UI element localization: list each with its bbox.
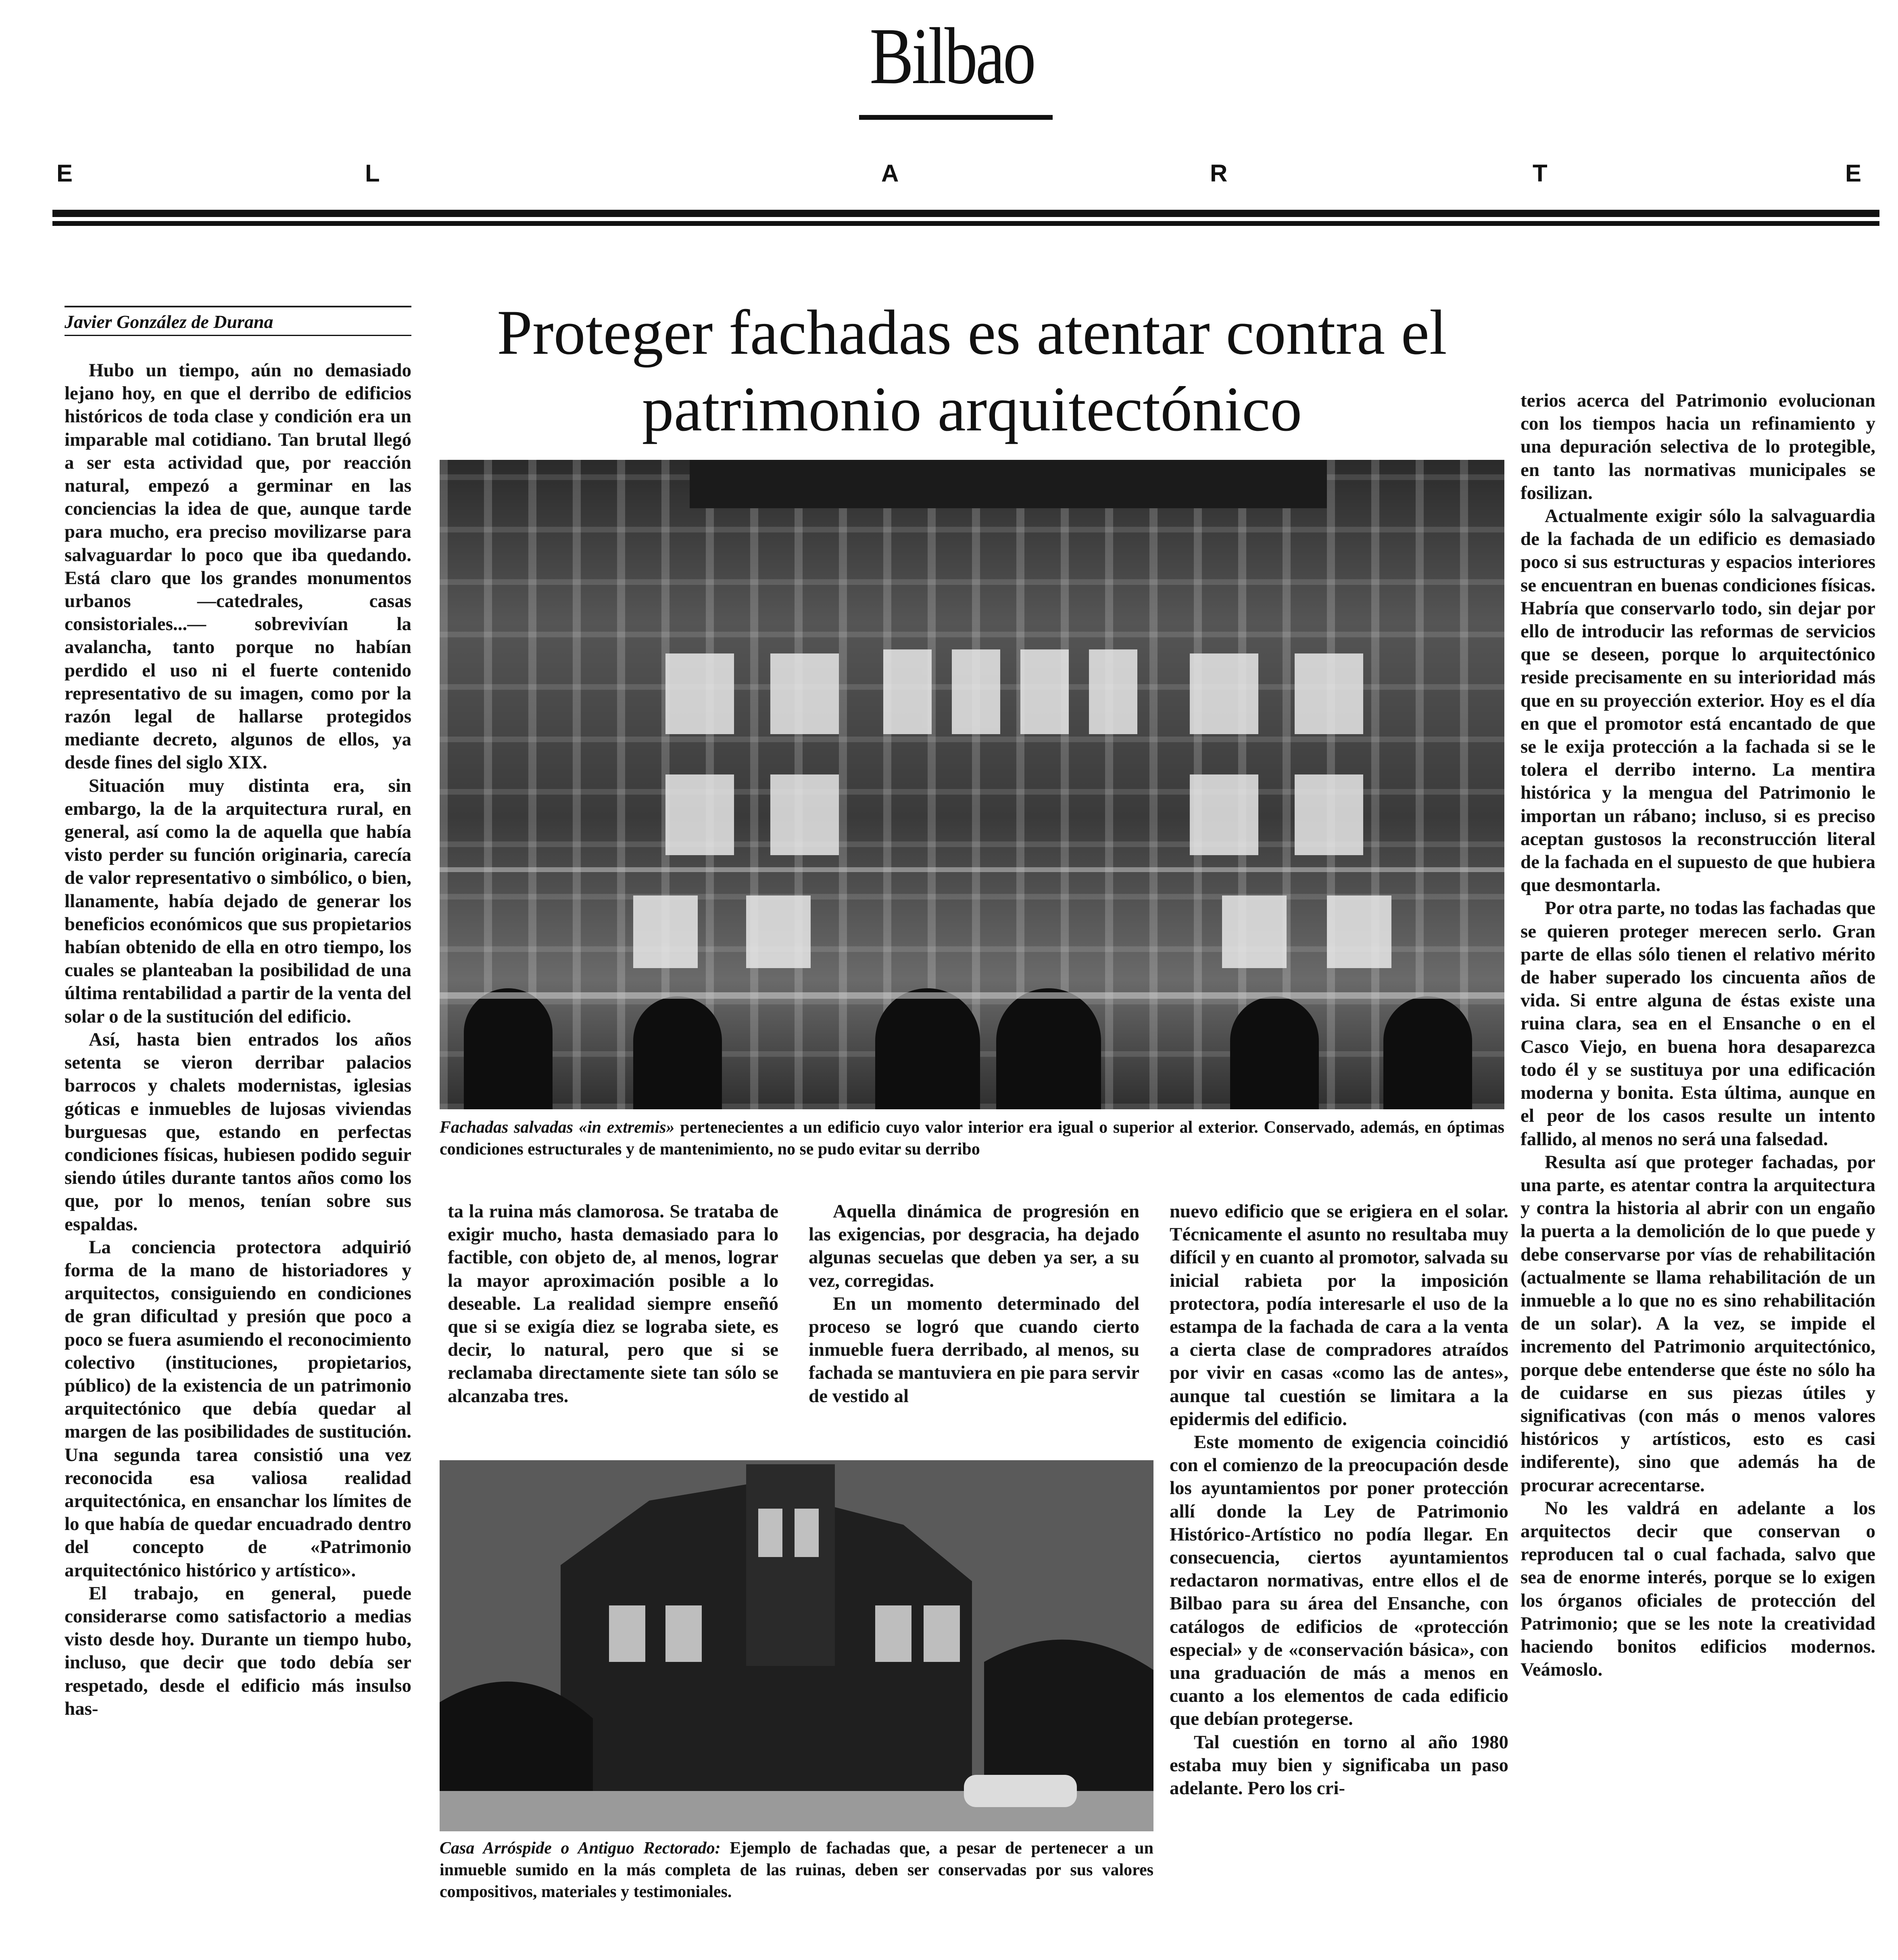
facade-illustration [440,460,1504,1109]
paragraph: Este momento de exigencia coincidió con el comienzo de la preocupación desde los ayuntamientos por poner protección allí donde la Ley de Patrimonio Histórico-Artístico no podía llegar. En consecuencia, ciertos ayuntamientos redactaron normativas, entre ellos el de Bilbao para su área del Ensanche, con catálogos de edificios de «protección especial» y de «conservación básica», con una graduación de más a menos en cuanto a los elementos de cada edificio que debían protegerse. [1170,1432,1508,1730]
paragraph: Aquella dinámica de progresión en las exigencias, por desgracia, ha dejado algunas secuelas que deben ya ser, a su vez, corregidas. [809,1201,1139,1291]
byline-rule [65,306,411,307]
section-letter: T [1533,160,1548,187]
article-column-1 [65,359,411,1952]
paragraph: Actualmente exigir sólo la salvaguardia de la fachada de un edificio es demasiado poco si sus estructuras y espacios interiores se encuentran en buenas condiciones físicas. Habría que conservarlo todo, sin dejar por ello de introducir las reformas de servicios que se deseen, porque lo arquitectónico reside precisamente en su interioridad más que en su proyección exterior. Hoy es el día en que el promotor está encantado de que se le exija protección a la fachada si se le tolera el derribo interno. La mentira histórica y la mengua del Patrimonio le importan un rábano; incluso, si es preciso aceptan gustosos la reconstrucción literal de la fachada en el supuesto de que hubiera que desmontarla. [1520,505,1875,896]
section-letter: A [881,160,899,187]
caption-text: pertenecientes a un edificio cuyo valor interior era igual o superior al exterior. Conservado, además, en óptimas condiciones estructurales y de mantenimiento, no se pudo evitar su derribo [440,1118,1504,1158]
casa-arrospide-photo [440,1460,1153,1831]
headline: Proteger fachadas es atentar contra el patrimonio arquitectónico [497,297,1447,445]
paragraph: Así, hasta bien entrados los años setenta se vieron derribar palacios barrocos y chalets modernistas, iglesias góticas e inmuebles de lujosas viviendas burguesas que, estando en perfectas condiciones físicas, hubiesen podido seguir siendo útiles durante tantos años como los que, por lo menos, tenían sobre sus espaldas. [65,1029,411,1235]
paragraph: La conciencia protectora adquirió forma de la mano de historiadores y arquitectos, consiguiendo en condiciones de gran dificultad y presión que poco a poco se fuera asumiendo el reconocimiento colectivo (instituciones, propietarios, público) de la existencia de un patrimonio arquitectónico que debía quedar al margen de las posibilidades de sustitución. Una segunda tarea consistió una vez reconocida esa valiosa realidad arquitectónica, en ensanchar los límites de lo que había de quedar encuadrado dentro del concepto de «Patrimonio arquitectónico histórico y artístico». [65,1236,411,1581]
paragraph: El trabajo, en general, puede considerarse como satisfactorio a medias visto desde hoy. Durante un tiempo hubo, incluso, que decir que todo debía ser respetado, desde el edificio más insulso has- [65,1582,411,1719]
casa-illustration [440,1460,1153,1831]
article-column-4 [1170,1200,1508,1950]
section-letter: R [1210,160,1228,187]
paragraph: terios acerca del Patrimonio evolucionan con los tiempos hacia un refinamiento y una depuración selectiva de lo protegible, en tanto las normativas municipales se fosilizan. [1520,390,1875,503]
photo-caption [440,1117,1504,1185]
article-column-3 [809,1200,1139,1442]
caption-lead: Fachadas salvadas «in extremis» [440,1118,675,1137]
article-column-2 [448,1200,778,1442]
masthead-rule [859,115,1053,120]
byline: Javier González de Durana [65,311,411,336]
facade-photo [440,460,1504,1109]
paragraph: nuevo edificio que se erigiera en el solar. Técnicamente el asunto no resultaba muy difícil y en cuanto al promotor, salvada su inicial rabieta por la imposición protectora, podía interesarle el uso de la estampa de la fachada de cara a la venta a cierta clase de compradores atraídos por vivir en casas «como las de antes», aunque tal cuestión se limitara a la epidermis del edificio. [1170,1201,1508,1430]
article-column-5 [1520,389,1875,1954]
paragraph: Tal cuestión en torno al año 1980 estaba muy bien y significaba un paso adelante. Pero los cri- [1170,1731,1508,1799]
paragraph: Hubo un tiempo, aún no demasiado lejano hoy, en que el derribo de edificios históricos de toda clase y condición era un imparable mal cotidiano. Tan brutal llegó a ser esta actividad que, por reacción natural, empezó a germinar en las conciencias la idea de que, aunque tarde para mucho, era preciso movilizarse para salvaguardar lo poco que iba quedando. Está claro que los grandes monumentos urbanos —catedrales, casas consistoriales...— sobrevivían la avalancha, tanto porque no habían perdido el uso ni el fuerte contenido representativo de su imagen, como por la razón legal de hallarse protegidos mediante decreto, algunos de ellos, ya desde fines del siglo XIX. [65,360,411,773]
paragraph: ta la ruina más clamorosa. Se trataba de exigir mucho, hasta demasiado para lo factible, con objeto de, al menos, lograr la mayor aproximación posible a lo deseable. La realidad siempre enseñó que si se exigía diez se lograba siete, es decir, lo natural, pero que si se reclamaba directamente siete tan sólo se alcanzaba tres. [448,1201,778,1407]
caption-lead: Casa Arróspide o Antiguo Rectorado: [440,1839,721,1858]
paragraph: No les valdrá en adelante a los arquitectos decir que conservan o reproducen tal o cual fachada, salvo que sea de enorme interés, porque se lo exigen los órganos oficiales de protección del Patrimonio; que se les note la creatividad haciendo bonitos edificios modernos. Veámoslo. [1520,1497,1875,1680]
paragraph: En un momento determinado del proceso se logró que cuando cierto inmueble fuera derribado, al menos, su fachada se mantuviera en pie para servir de vestido al [809,1293,1139,1407]
section-letter: L [365,160,380,187]
paragraph: Situación muy distinta era, sin embargo, la de la arquitectura rural, en general, así como la de aquella que había visto perder su función originaria, carecía de valor representativo o simbólico, o bien, llanamente, había dejado de generar los beneficios económicos que sus propietarios habían obtenido de ella en otro tiempo, los cuales se planteaban la posibilidad de una última rentabilidad a partir de la venta del solar o de la sustitución del edificio. [65,775,411,1027]
section-letter: E [56,160,73,187]
section-rule [52,221,1879,226]
section-letter: E [1845,160,1862,187]
caption-text: Ejemplo de fachadas que, a pesar de pertenecer a un inmueble sumido en la más completa de las ruinas, deben ser conservadas por sus valores compositivos, materiales y testimoniales. [440,1839,1153,1901]
paragraph: Por otra parte, no todas las fachadas que se quieren proteger merecen serlo. Gran parte de ellas sólo tienen el relativo mérito de haber superado los cincuenta años de vida. Si entre alguna de éstas existe una ruina clara, sea en el Ensanche o en el Casco Viejo, en buena hora desaparezca todo él y se sustituya por una edificación moderna y bonita. Esta última, aunque en el peor de los casos resulte un intento fallido, al menos no será una falsedad. [1520,898,1875,1150]
section-rule [52,210,1879,217]
paragraph: Resulta así que proteger fachadas, por una parte, es atentar contra la arquitectura y contra la historia al abrir con un engaño la puerta a la demolición de lo que puede y debe conservarse por vías de rehabilitación (actualmente se llama rehabilitación de un inmueble a lo que no es sino rehabilitación de un solar). A la vez, se impide el incremento del Patrimonio arquitectónico, porque debe entenderse que éste no sólo ha de cuidarse en sus piezas útiles y significativas (con más o menos valores históricos y artísticos, esto es casi indiferente), sino que además ha de procurar acrecentarse. [1520,1151,1875,1496]
photo-caption [440,1837,1153,1946]
masthead-title: Bilbao [870,12,1034,101]
